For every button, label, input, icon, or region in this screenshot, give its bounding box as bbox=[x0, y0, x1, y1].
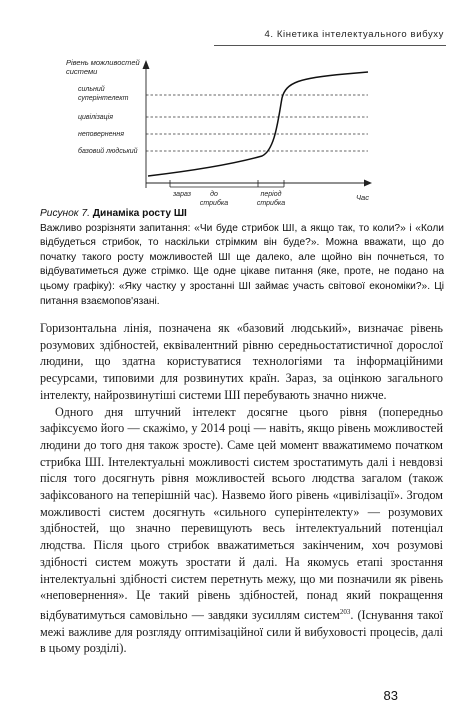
paragraph-2 bbox=[40, 404, 443, 658]
figure-caption bbox=[40, 207, 444, 309]
paragraph-1 bbox=[40, 320, 443, 404]
figure-caption-text bbox=[40, 207, 444, 309]
level-label-civilization: цивілізація bbox=[78, 114, 113, 121]
time-label-takeoff-2: стрибка bbox=[256, 200, 286, 207]
body-text bbox=[40, 320, 443, 657]
time-label-before-2: стрибка bbox=[199, 200, 229, 207]
page-number: 83 bbox=[383, 688, 398, 703]
time-label-now: зараз bbox=[173, 191, 191, 198]
time-label-before-1: до bbox=[210, 191, 218, 198]
level-label-human-baseline: базовий людський bbox=[78, 148, 138, 155]
paragraph-2-text-after: . (Існування такої межі важливе для розгляду оптимізаційної сили й вибуховості процесів, далі в цьому розділі). bbox=[40, 608, 443, 656]
paragraph-2-text: Одного дня штучний інтелект досягне цього рівня (попередньо зафіксуємо його — скажімо, у 2014 році — навіть, якщо рівень можливостей людини до того дня також зросте). Саме цей момент вважатимемо початком стрибка ШІ. Інтелектуальні можливості систем зростатимуть далі і невдовзі після того досягнуть рівня можливостей всього людства загалом (також зафіксованого на теперішній час). Назвемо його рівень «цивілізації». Згодом можливості систем досягнуть «сильного суперінтелекту» — розумових здібностей, що значно перевищують весь інтелектуальний потенціал людства. Після цього стрибок вважатиметься закінченим, хоч розумові здібності систем можуть зростати й далі. На якомусь етапі зростання інтелектуальні здібності систем перетнуть межу, що ми позначили як рівень «неповернення». Це такий рівень здібностей, понад який покращення відбуватимуться самовільно — завдяки зусиллям систем bbox=[40, 404, 443, 623]
figure-caption-label: Рисунок 7. bbox=[40, 208, 90, 219]
level-label-superintelligence-2: суперінтелект bbox=[78, 95, 129, 102]
x-axis-arrow bbox=[364, 180, 372, 187]
y-axis-arrow bbox=[143, 60, 150, 69]
x-axis-label: Час bbox=[356, 193, 369, 202]
level-label-crossover: неповернення bbox=[78, 131, 124, 138]
footnote-marker[interactable]: 203 bbox=[339, 607, 351, 616]
figure-caption-body: Важливо розрізняти запитання: «Чи буде стрибок ШІ, а якщо так, то коли?» і «Коли відбудеться стрибок, то наскільки стрімким він буде?». Можна вважати, що до початку такого росту можливостей ШІ ще далеко, але щойно він почнеться, то відбуватиметься дуже стрімко. Ще одне цікаве питання (яке, проте, не подано на цьому графіку): «Яку частку у зростанні ШІ займає участь світової економіки?». Ці питання взаємопов'язані. bbox=[40, 222, 444, 307]
running-head: 4. Кінетика інтелектуального вибуху bbox=[264, 29, 444, 40]
paragraph-1-text: Горизонтальна лінія, позначена як «базовий людський», визначає рівень розумових здібностей, еквівалентний рівню середньостатистичної дорослої людини, що здатна користуватися технологіями та інформаційними ресурсами, типовими для розвинутих країн. Зараз, за оцінкою загального інтелекту, найрозвинутіші системи ШІ перебувають значно нижче. bbox=[40, 321, 443, 402]
y-axis-label-line-1: Рівень можливостей bbox=[66, 58, 140, 67]
time-label-takeoff-1: період bbox=[260, 191, 282, 198]
y-axis-label-line-2: системи bbox=[66, 67, 98, 76]
level-label-superintelligence-1: сильний bbox=[78, 86, 105, 93]
capability-curve bbox=[148, 72, 368, 176]
takeoff-graph bbox=[0, 0, 476, 215]
figure-caption-title: Динаміка росту ШІ bbox=[92, 208, 187, 219]
